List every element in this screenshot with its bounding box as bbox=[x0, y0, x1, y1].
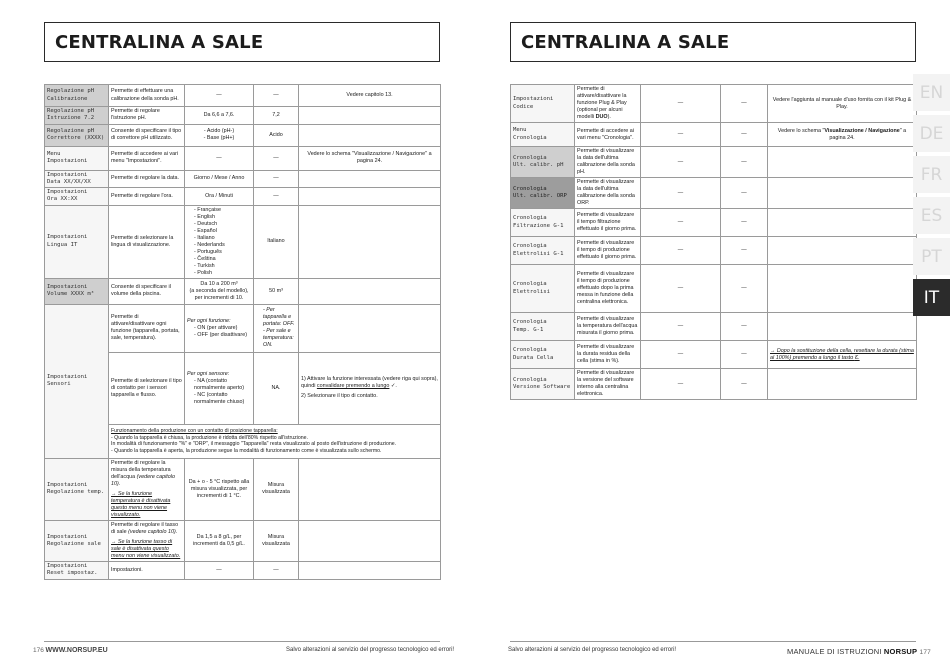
default-cell: Misura visualizzata bbox=[254, 520, 299, 561]
menu-cell: Cronologia Ult. calibr. ORP bbox=[511, 178, 575, 209]
default-item: - Per sale e temperatura: ON. bbox=[263, 328, 296, 349]
table-row bbox=[45, 561, 441, 579]
table-row bbox=[511, 313, 917, 341]
notes-cell bbox=[768, 265, 917, 313]
range-title: Per ogni funzione: bbox=[187, 317, 231, 324]
note-underlined: convalidare premendo a lungo bbox=[316, 383, 390, 390]
page-title: CENTRALINA A SALE bbox=[55, 31, 264, 53]
language-item: - Italiano bbox=[194, 235, 251, 242]
description-text: Permette di regolare la misura della temperatura dell'acqua bbox=[111, 459, 171, 480]
option-item: - ON (per attivare) bbox=[194, 325, 251, 332]
notes-cell bbox=[299, 352, 441, 424]
default-cell: Misura visualizzata bbox=[254, 458, 299, 520]
description-cell bbox=[575, 147, 641, 178]
default-cell: Acido bbox=[254, 124, 299, 146]
language-tabs bbox=[913, 74, 950, 320]
model-badge: DUO bbox=[595, 114, 608, 121]
default-item: - Per tapparella e portata: OFF. bbox=[263, 307, 296, 328]
notes-cell bbox=[299, 124, 441, 146]
description-cell: Permette di selezionare il tipo di contatto per i sensori tapparella e flusso. bbox=[109, 352, 185, 424]
range-cell: — bbox=[185, 561, 254, 579]
notes-cell bbox=[768, 147, 917, 178]
menu-cell: Cronologia Versione Software bbox=[511, 369, 575, 400]
note-text: 1) Attivare la funzione interessata (vedere riga qui sopra), quindi bbox=[301, 376, 438, 390]
page-number: 176 bbox=[33, 647, 44, 654]
description-text: Permette di visualizzare la durata residua della cella (stima in %). bbox=[577, 344, 635, 365]
page-title-box bbox=[44, 22, 440, 62]
menu-cell: Cronologia Durata Cella bbox=[511, 341, 575, 369]
range-cell bbox=[185, 352, 254, 424]
default-list bbox=[256, 307, 296, 349]
range-cell: — bbox=[641, 178, 721, 209]
default-cell: — bbox=[721, 123, 768, 147]
description-cell bbox=[575, 341, 641, 369]
default-cell: — bbox=[254, 188, 299, 206]
menu-cell: Impostazioni Codice bbox=[511, 85, 575, 123]
note-step-1 bbox=[301, 376, 438, 390]
manual-label: MANUALE DI ISTRUZIONI NORSUP 177 bbox=[787, 647, 931, 656]
lang-tab-de[interactable]: DE bbox=[913, 115, 950, 152]
menu-cell: Impostazioni Regolazione sale bbox=[45, 520, 109, 561]
range-cell: Da 1,5 a 8 g/L, per incrementi da 0,5 g/L. bbox=[185, 520, 254, 561]
description-cell: Permette di attivare/disattivare ogni funzione (tapparella, portata, sale, temperatura). bbox=[109, 304, 185, 352]
description-cell bbox=[575, 313, 641, 341]
menu-cell: Menu Cronologia bbox=[511, 123, 575, 147]
description-text: Permette di attivare/disattivare la funzione Plug & Play (optional per alcuni modelli bbox=[577, 86, 627, 121]
range-cell: — bbox=[641, 85, 721, 123]
footer-divider bbox=[510, 641, 916, 642]
language-item: - English bbox=[194, 214, 251, 221]
range-cell: — bbox=[641, 313, 721, 341]
notes-cell bbox=[299, 304, 441, 352]
range-cell: — bbox=[641, 341, 721, 369]
range-cell: Ora / Minuti bbox=[185, 188, 254, 206]
lang-tab-it[interactable]: IT bbox=[913, 279, 950, 316]
menu-cell: Impostazioni Sensori bbox=[45, 304, 109, 458]
default-cell: — bbox=[254, 85, 299, 107]
lang-tab-fr[interactable]: FR bbox=[913, 156, 950, 193]
table-row bbox=[511, 369, 917, 400]
description-text: Permette di visualizzare la data dell'ultima calibrazione della sonda pH. bbox=[577, 148, 635, 176]
default-cell: — bbox=[721, 265, 768, 313]
description-ref: (vedere capitolo 10). bbox=[128, 528, 178, 535]
table-row bbox=[45, 188, 441, 206]
option-item: - NA (contatto normalmente aperto) bbox=[194, 378, 251, 392]
note-step-2: 2) Selezionare il tipo di contatto. bbox=[301, 393, 378, 400]
description-note: → Se la funzione tasso di sale è disattivata questo menu non viene visualizzato. bbox=[111, 538, 181, 559]
language-item: - Turkish bbox=[194, 263, 251, 270]
notes-cell bbox=[768, 178, 917, 209]
description-cell bbox=[109, 520, 185, 561]
info-line: - Quando la tapparella è aperta, la produzione segue la modalità di funzionamento come è visualizzata sullo schermo. bbox=[111, 448, 382, 454]
table-row bbox=[511, 147, 917, 178]
option-list bbox=[187, 325, 251, 339]
description-cell: Permette di regolare la data. bbox=[109, 170, 185, 188]
footer-left bbox=[33, 647, 108, 659]
info-title: Funzionamento della produzione con un contatto di posizione tapparella: bbox=[111, 427, 278, 434]
notes-cell bbox=[299, 561, 441, 579]
notes-cell bbox=[299, 170, 441, 188]
page-title-box bbox=[510, 22, 916, 62]
range-cell: — bbox=[641, 369, 721, 400]
language-list bbox=[187, 207, 251, 277]
note-bold: Visualizzazione / Navigazione bbox=[824, 127, 900, 134]
description-cell bbox=[575, 178, 641, 209]
description-note: → Se la funzione temperatura è disattivata questo menu non viene visualizzato. bbox=[111, 490, 171, 518]
footer-disclaimer: Salvo alterazioni al servizio del progresso tecnologico ed errori! bbox=[508, 647, 677, 653]
menu-cell: Cronologia Ult. calibr. pH bbox=[511, 147, 575, 178]
menu-cell: Cronologia Elettrolisi bbox=[511, 265, 575, 313]
range-cell: — bbox=[641, 123, 721, 147]
description-text: Permette di visualizzare il tempo filtrazione effettuato il giorno prima. bbox=[577, 212, 637, 233]
range-cell: Giorno / Mese / Anno bbox=[185, 170, 254, 188]
default-cell: Italiano bbox=[254, 205, 299, 278]
menu-cell: Regolazione pH Istruzione 7.2 bbox=[45, 107, 109, 125]
range-cell: - Acido (pH-) - Base (pH+) bbox=[185, 124, 254, 146]
notes-cell bbox=[299, 278, 441, 304]
info-cell bbox=[109, 424, 441, 458]
lang-tab-pt[interactable]: PT bbox=[913, 238, 950, 275]
default-cell: 50 m³ bbox=[254, 278, 299, 304]
table-row bbox=[511, 265, 917, 313]
table-row bbox=[45, 170, 441, 188]
footer-disclaimer: Salvo alterazioni al servizio del progresso tecnologico ed errori! bbox=[286, 647, 455, 653]
settings-table bbox=[44, 84, 441, 580]
default-cell: — bbox=[721, 147, 768, 178]
website-link[interactable]: WWW.NORSUP.EU bbox=[45, 647, 108, 654]
default-cell: — bbox=[254, 146, 299, 170]
table-row bbox=[45, 85, 441, 107]
range-cell: — bbox=[185, 146, 254, 170]
description-text: Permette di visualizzare la temperatura dell'acqua misurata il giorno prima. bbox=[577, 316, 638, 337]
description-cell: Permette di regolare l'istruzione pH. bbox=[109, 107, 185, 125]
notes-cell bbox=[768, 341, 917, 369]
menu-cell: Impostazioni Data XX/XX/XX bbox=[45, 170, 109, 188]
description-text: Permette di regolare il tasso di sale bbox=[111, 521, 179, 535]
table-row bbox=[511, 237, 917, 265]
table-row bbox=[45, 458, 441, 520]
page-title: CENTRALINA A SALE bbox=[521, 31, 730, 53]
description-cell: Permette di selezionare la lingua di visualizzazione. bbox=[109, 205, 185, 278]
description-ref: (vedere capitolo 10). bbox=[111, 473, 175, 487]
info-line: In modalità di funzionamento "%" e "ORP", il messaggio "Tapparella" resta visualizzato al posto dell'istruzione di produzione. bbox=[111, 441, 397, 448]
table-row bbox=[511, 209, 917, 237]
notes-cell bbox=[299, 188, 441, 206]
range-cell: — bbox=[641, 209, 721, 237]
menu-cell: Impostazioni Volume XXXX m³ bbox=[45, 278, 109, 304]
default-cell: — bbox=[721, 85, 768, 123]
menu-cell: Regolazione pH Calibrazione bbox=[45, 85, 109, 107]
menu-cell: Impostazioni Ora XX:XX bbox=[45, 188, 109, 206]
description-cell bbox=[575, 237, 641, 265]
table-row bbox=[45, 107, 441, 125]
table-row bbox=[45, 124, 441, 146]
range-cell bbox=[185, 304, 254, 352]
default-cell bbox=[254, 304, 299, 352]
menu-cell: Impostazioni Regolazione temp. bbox=[45, 458, 109, 520]
description-cell bbox=[575, 123, 641, 147]
default-cell: — bbox=[721, 237, 768, 265]
table-row bbox=[511, 85, 917, 123]
notes-cell bbox=[299, 107, 441, 125]
notes-cell: Vedere lo schema "Visualizzazione / Navigazione" a pagina 24. bbox=[299, 146, 441, 170]
range-cell: Da + o - 5 °C rispetto alla misura visualizzata, per incrementi di 1 °C. bbox=[185, 458, 254, 520]
notes-cell bbox=[768, 237, 917, 265]
menu-cell: Cronologia Temp. G-1 bbox=[511, 313, 575, 341]
description-cell: Permette di accedere ai vari menu "Impostazioni". bbox=[109, 146, 185, 170]
description-cell bbox=[109, 458, 185, 520]
description-cell bbox=[575, 265, 641, 313]
note-text: Vedere lo schema " bbox=[777, 127, 825, 134]
table-row bbox=[45, 146, 441, 170]
default-cell: — bbox=[721, 209, 768, 237]
notes-cell: Vedere capitolo 13. bbox=[299, 85, 441, 107]
page-number: 177 bbox=[919, 649, 931, 656]
info-line: - Quando la tapparella è chiusa, la produzione è ridotta dell'80% rispetto all'istruzione. bbox=[111, 434, 308, 441]
menu-cell: Regolazione pH Correttore (XXXX) bbox=[45, 124, 109, 146]
notes-cell bbox=[768, 313, 917, 341]
menu-cell: Cronologia Elettrolisi G-1 bbox=[511, 237, 575, 265]
option-item: - OFF (per disattivare) bbox=[194, 332, 251, 339]
note-italic: → Dopo la sostituzione della cella, resettare la durata (stima al 100%) premendo a lungo il tasto bbox=[770, 347, 914, 361]
language-item: - Polish bbox=[194, 270, 251, 277]
language-item: - Español bbox=[194, 228, 251, 235]
description-cell bbox=[575, 85, 641, 123]
table-row bbox=[45, 278, 441, 304]
description-cell bbox=[575, 209, 641, 237]
default-cell: — bbox=[721, 313, 768, 341]
default-cell: NA. bbox=[254, 352, 299, 424]
language-item: - Nederlands bbox=[194, 242, 251, 249]
table-row bbox=[45, 205, 441, 278]
menu-cell: Impostazioni Lingua IT bbox=[45, 205, 109, 278]
range-cell: Da 10 a 200 m³ (a seconda del modello), per incrementi di 10. bbox=[185, 278, 254, 304]
reset-key-icon: Ɛ. bbox=[854, 354, 860, 361]
range-title: Per ogni sensore: bbox=[187, 370, 230, 377]
default-cell: 7,2 bbox=[254, 107, 299, 125]
language-item: - Deutsch bbox=[194, 221, 251, 228]
range-cell bbox=[185, 205, 254, 278]
table-row bbox=[511, 123, 917, 147]
language-item: - Português bbox=[194, 249, 251, 256]
lang-tab-es[interactable]: ES bbox=[913, 197, 950, 234]
history-table bbox=[510, 84, 917, 400]
notes-cell bbox=[768, 123, 917, 147]
footer-divider bbox=[44, 641, 440, 642]
default-cell: — bbox=[254, 170, 299, 188]
default-cell: — bbox=[721, 178, 768, 209]
notes-cell bbox=[768, 369, 917, 400]
range-cell: Da 6,6 a 7,6. bbox=[185, 107, 254, 125]
table-row bbox=[511, 178, 917, 209]
range-cell: — bbox=[641, 237, 721, 265]
description-text: Impostazioni. bbox=[111, 566, 143, 573]
range-cell: — bbox=[641, 265, 721, 313]
description-cell bbox=[109, 561, 185, 579]
option-list bbox=[187, 378, 251, 406]
default-cell: — bbox=[254, 561, 299, 579]
language-item: - Čeština bbox=[194, 256, 251, 263]
notes-cell bbox=[299, 458, 441, 520]
check-icon: ✓. bbox=[389, 383, 397, 390]
description-cell: Consente di specificare il volume della piscina. bbox=[109, 278, 185, 304]
right-page bbox=[475, 0, 950, 672]
description-end: ). bbox=[607, 114, 611, 121]
description-cell: Permette di effettuare una calibrazione della sonda pH. bbox=[109, 85, 185, 107]
description-text: Permette di visualizzare la data dell'ultima calibrazione della sonda ORP. bbox=[577, 179, 635, 207]
range-cell: — bbox=[641, 147, 721, 178]
menu-cell: Impostazioni Reset impostaz. bbox=[45, 561, 109, 579]
description-text: Permette di visualizzare il tempo di produzione effettuato dopo la prima messa in funzione della centralina elettronica. bbox=[577, 271, 635, 306]
note-text: " a pagina 24. bbox=[829, 127, 907, 141]
description-cell bbox=[575, 369, 641, 400]
notes-cell bbox=[768, 209, 917, 237]
notes-cell bbox=[299, 205, 441, 278]
default-cell: — bbox=[721, 341, 768, 369]
default-cell: — bbox=[721, 369, 768, 400]
notes-cell: Vedere l'aggiunta al manuale d'uso fornita con il kit Plug & Play. bbox=[768, 85, 917, 123]
lang-tab-en[interactable]: EN bbox=[913, 74, 950, 111]
option-item: - NC (contatto normalmente chiuso) bbox=[194, 392, 251, 406]
description-text: Permette di visualizzare la versione del software interno alla centralina elettronica. bbox=[577, 370, 635, 398]
description-text: Permette di accedere ai vari menu "Cronologia". bbox=[577, 127, 634, 141]
table-row bbox=[45, 520, 441, 561]
menu-cell: Cronologia Filtrazione G-1 bbox=[511, 209, 575, 237]
description-cell: Permette di regolare l'ora. bbox=[109, 188, 185, 206]
notes-cell bbox=[299, 520, 441, 561]
table-row bbox=[45, 304, 441, 352]
language-item: - Française bbox=[194, 207, 251, 214]
table-row bbox=[511, 341, 917, 369]
description-text: Permette di visualizzare il tempo di produzione effettuato il giorno prima. bbox=[577, 240, 637, 261]
description-cell: Consente di specificare il tipo di correttore pH utilizzato. bbox=[109, 124, 185, 146]
menu-cell: Menu Impostazioni bbox=[45, 146, 109, 170]
range-cell: — bbox=[185, 85, 254, 107]
